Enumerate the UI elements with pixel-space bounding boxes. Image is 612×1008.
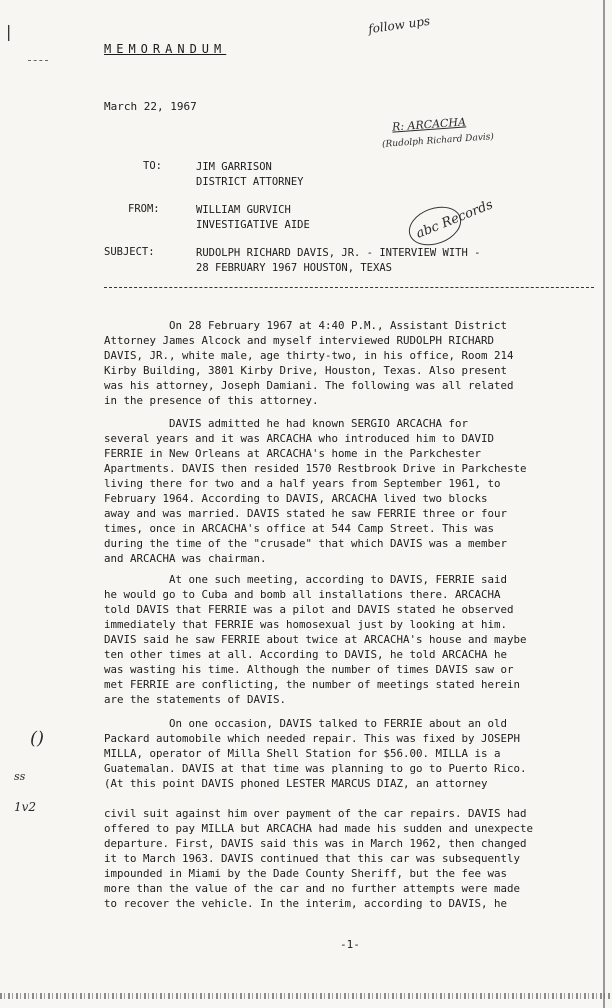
body-line: and ARCACHA was chairman. — [104, 552, 267, 565]
body-line: during the time of the "crusade" that which DAVIS was a member — [104, 537, 508, 550]
body-line: away and was married. DAVIS stated he saw FERRIE three or four — [104, 507, 508, 520]
paragraph-1 — [104, 318, 609, 408]
body-line: more than the value of the car and no further attempts were made — [104, 882, 521, 895]
from-label: FROM: — [128, 203, 160, 215]
body-line: DAVIS admitted he had known SERGIO ARCACHA for — [104, 417, 469, 430]
body-line: was his attorney, Joseph Damiani. The following was all related — [104, 379, 514, 392]
scan-noise-bottom — [0, 993, 612, 999]
body-line: On one occasion, DAVIS talked to FERRIE about an old — [104, 717, 508, 730]
header-divider — [104, 287, 594, 288]
page-number: -1- — [340, 938, 360, 951]
body-line: departure. First, DAVIS said this was in March 1962, then changed — [104, 837, 527, 850]
body-line: are the statements of DAVIS. — [104, 693, 287, 706]
body-line: several years and it was ARCACHA who introduced him to DAVID — [104, 432, 495, 445]
handwritten-follow-ups: follow ups — [367, 13, 431, 37]
handwritten-re-note: R: ARCACHA — [391, 115, 467, 134]
body-line: civil suit against him over payment of the car repairs. DAVIS had — [104, 807, 527, 820]
body-line: On 28 February 1967 at 4:40 P.M., Assistant District — [104, 319, 508, 332]
body-line: (At this point DAVIS phoned LESTER MARCUS DIAZ, an attorney — [104, 777, 488, 790]
body-line: FERRIE in New Orleans at ARCACHA's home in the Parkchester — [104, 447, 482, 460]
body-line: offered to pay MILLA but ARCACHA had made his sudden and unexpecte — [104, 822, 534, 835]
subject-line-1: RUDOLPH RICHARD DAVIS, JR. - INTERVIEW WITH - — [196, 247, 481, 259]
paragraph-4 — [104, 716, 609, 911]
body-line: he would go to Cuba and bomb all installations there. ARCACHA — [104, 588, 501, 601]
body-line: February 1964. According to DAVIS, ARCACHA lived two blocks — [104, 492, 488, 505]
body-line: Attorney James Alcock and myself interviewed RUDOLPH RICHARD — [104, 334, 495, 347]
to-label: TO: — [143, 160, 162, 172]
body-line: it to March 1963. DAVIS continued that this car was subsequently — [104, 852, 521, 865]
body-line: impounded in Miami by the Dade County Sheriff, but the fee was — [104, 867, 508, 880]
body-line: ten other times at all. According to DAVIS, he told ARCACHA he — [104, 648, 508, 661]
subject-label: SUBJECT: — [104, 246, 155, 258]
memo-title: MEMORANDUM — [104, 42, 227, 56]
body-line: Apartments. DAVIS then resided 1570 Restbrook Drive in Parkcheste — [104, 462, 527, 475]
margin-mark-circle: () — [30, 728, 45, 749]
body-line: MILLA, operator of Milla Shell Station for $56.00. MILLA is a — [104, 747, 501, 760]
margin-dash — [28, 60, 48, 61]
body-line: times, once in ARCACHA's office at 544 Camp Street. This was — [104, 522, 495, 535]
body-line: living there for two and a half years from September 1961, to — [104, 477, 501, 490]
memo-date: March 22, 1967 — [104, 100, 197, 113]
from-line-1: WILLIAM GURVICH — [196, 204, 291, 216]
paragraph-3 — [104, 572, 609, 707]
body-line: DAVIS said he saw FERRIE about twice at ARCACHA's house and maybe — [104, 633, 527, 646]
from-line-2: INVESTIGATIVE AIDE — [196, 219, 310, 231]
body-line: At one such meeting, according to DAVIS, FERRIE said — [104, 573, 508, 586]
subject-line-2: 28 FEBRUARY 1967 HOUSTON, TEXAS — [196, 262, 392, 274]
handwritten-re-note-2: (Rudolph Richard Davis) — [381, 132, 495, 150]
body-line: immediately that FERRIE was homosexual just by looking at him. — [104, 618, 508, 631]
paragraph-2 — [104, 416, 609, 566]
body-line: told DAVIS that FERRIE was a pilot and DAVIS stated he observed — [104, 603, 514, 616]
margin-mark-scribble-2: 1v2 — [14, 800, 37, 814]
body-line: Packard automobile which needed repair. This was fixed by JOSEPH — [104, 732, 521, 745]
body-line: Kirby Building, 3801 Kirby Drive, Houston, Texas. Also present — [104, 364, 508, 377]
to-line-1: JIM GARRISON — [196, 161, 272, 173]
margin-mark-top: | — [6, 22, 12, 41]
body-line: in the presence of this attorney. — [104, 394, 319, 407]
body-line: DAVIS, JR., white male, age thirty-two, in his office, Room 214 — [104, 349, 514, 362]
body-line — [104, 791, 609, 806]
to-line-2: DISTRICT ATTORNEY — [196, 176, 304, 188]
margin-mark-scribble-1: ss — [14, 770, 26, 783]
body-line: to recover the vehicle. In the interim, according to DAVIS, he — [104, 897, 508, 910]
handwritten-stamp-note: abc Records — [414, 197, 496, 242]
body-line: Guatemalan. DAVIS at that time was planning to go to Puerto Rico. — [104, 762, 527, 775]
body-line: met FERRIE are conflicting, the number of meetings stated herein — [104, 678, 521, 691]
body-line: was wasting his time. Although the number of times DAVIS saw or — [104, 663, 514, 676]
